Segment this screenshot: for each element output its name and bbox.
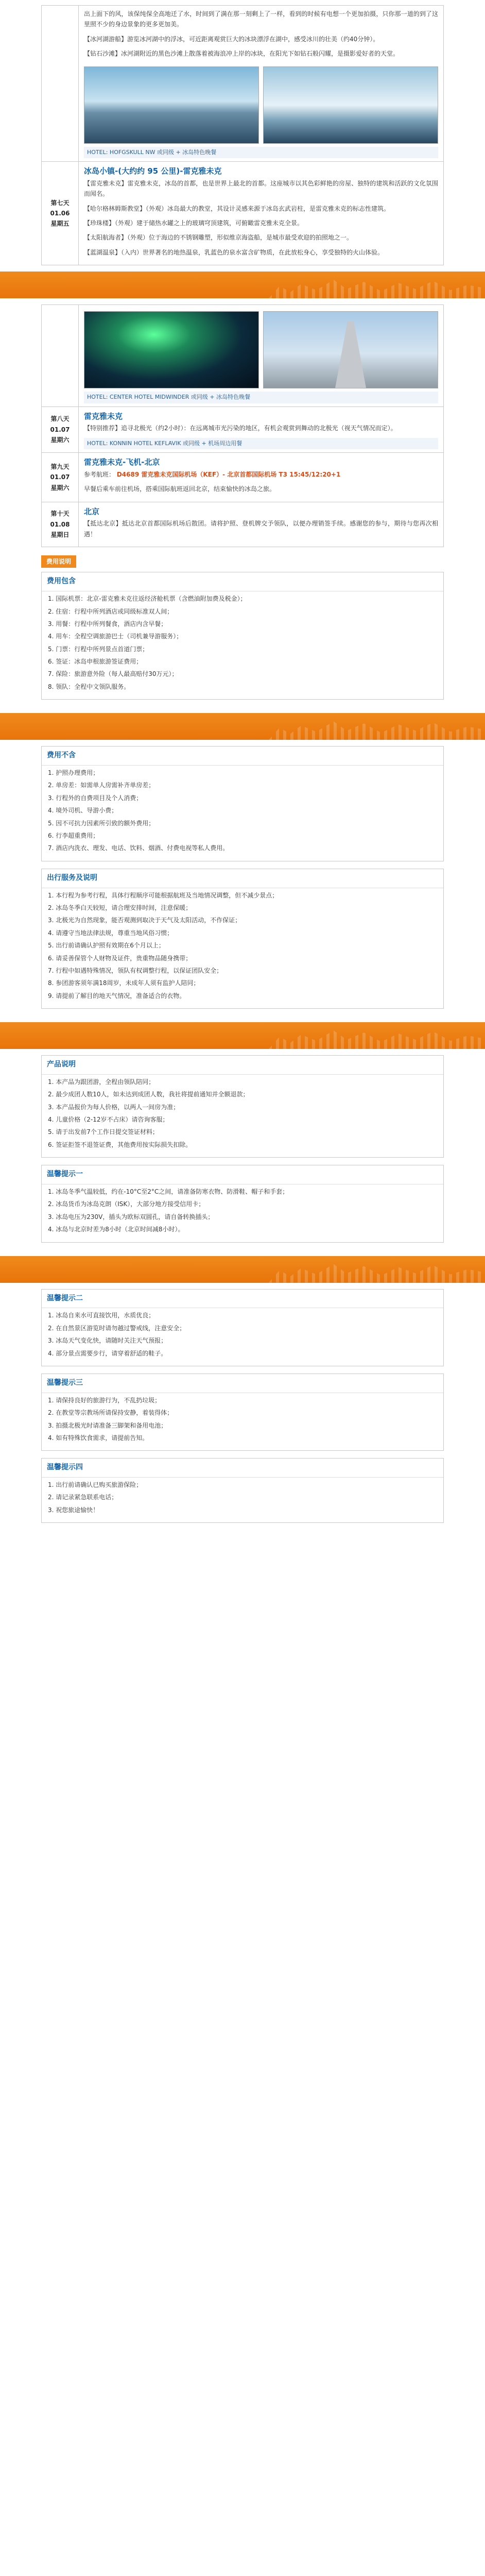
day7-cell xyxy=(42,162,79,265)
fees-exclude-item: 5. 因不可抗力因素所引致的额外费用； xyxy=(48,819,155,827)
product-item: 2. 最少成团人数10人，如未达到成团人数，我社将提前通知并全额退款； xyxy=(48,1091,249,1098)
day7b-body xyxy=(79,305,444,407)
itinerary-block-2 xyxy=(41,304,444,700)
tips1-section xyxy=(41,1165,444,1242)
divider-bar-4 xyxy=(0,1256,485,1283)
day8-day: 第八天 xyxy=(50,415,70,423)
tips4-section xyxy=(41,1458,444,1523)
tips1-title: 温馨提示一 xyxy=(42,1165,443,1184)
product-item: 6. 签证拒签不退签证费，其他费用按实际损失扣除。 xyxy=(48,1141,192,1148)
notice-item: 5. 出行前请确认护照有效期在6个月以上； xyxy=(48,942,165,950)
day10-date: 01.08 xyxy=(50,520,70,528)
day9-weekday: 星期六 xyxy=(50,484,70,492)
fees-exclude-list xyxy=(42,766,443,861)
fees-include-item: 6. 签证：冰岛申根旅游签证费用； xyxy=(48,658,143,666)
day-b-table xyxy=(41,304,444,547)
aurora-photo xyxy=(84,311,259,388)
fees-include-title: 费用包含 xyxy=(42,572,443,591)
tips3-item: 1. 请保持良好的旅游行为，不乱扔垃圾； xyxy=(48,1396,161,1404)
notice-item: 9. 请提前了解目的地天气情况，准备适合的衣物。 xyxy=(48,992,186,999)
notice-section xyxy=(41,869,444,1009)
tips2-title: 温馨提示二 xyxy=(42,1290,443,1309)
notice-item: 2. 冰岛冬季白天较短，请合理安排时间，注意保暖； xyxy=(48,904,192,911)
day8-body xyxy=(79,406,444,453)
fees-exclude-item: 1. 护照办理费用； xyxy=(48,769,99,777)
tips2-item: 2. 在自然景区游览时请勿越过警戒线，注意安全； xyxy=(48,1324,186,1332)
day7-p4: 【太阳航海者】（外观）位于海边的不锈钢雕塑，形似维京海盗船，是城市最受欢迎的拍照地之一。 xyxy=(84,234,353,242)
day-a-body xyxy=(79,6,444,162)
product-item: 4. 儿童价格（2-12岁不占床）请咨询客服； xyxy=(48,1116,169,1124)
day9-date: 01.07 xyxy=(50,473,70,481)
info-block-2 xyxy=(41,1055,444,1243)
tips3-item: 2. 在教堂等宗教场所请保持安静，着装得体； xyxy=(48,1409,174,1417)
day-a-beach: 【钻石沙滩】冰河湖附近的黑色沙滩上散落着被海浪冲上岸的冰块，在阳光下如钻石般闪耀，是摄影爱好者的天堂。 xyxy=(84,50,400,58)
fees-include-item: 2. 住宿：行程中所列酒店或同级标准双人间； xyxy=(48,607,174,615)
tips2-item: 3. 冰岛天气变化快，请随时关注天气预报； xyxy=(48,1337,167,1345)
notice-item: 7. 行程中如遇特殊情况，领队有权调整行程，以保证团队安全； xyxy=(48,967,223,974)
tips3-item: 4. 如有特殊饮食需求，请提前告知。 xyxy=(48,1434,149,1442)
fees-include-item: 8. 领队：全程中文领队服务。 xyxy=(48,683,130,690)
notice-item: 3. 北极光为自然现象，能否观测到取决于天气及太阳活动，不作保证； xyxy=(48,917,241,924)
fees-exclude-title: 费用不含 xyxy=(42,747,443,766)
day7-p3: 【珍珠楼】（外观）建于储热水罐之上的玻璃穹顶建筑，可俯瞰雷克雅未克全景。 xyxy=(84,219,304,227)
itinerary-block-1 xyxy=(41,0,444,265)
fees-include-item: 7. 保险：旅游意外险（每人最高赔付30万元）； xyxy=(48,670,178,678)
product-title: 产品说明 xyxy=(42,1056,443,1075)
tips1-item: 1. 冰岛冬季气温较低，约在-10°C至2°C之间，请准备防寒衣物、防滑鞋、帽子和手套； xyxy=(48,1188,289,1196)
tips3-section xyxy=(41,1374,444,1451)
info-block-1 xyxy=(41,746,444,1009)
day8-date: 01.07 xyxy=(50,426,70,433)
fees-include-item: 3. 用餐：行程中所列餐食，酒店内含早餐； xyxy=(48,620,167,628)
day7b-cell xyxy=(42,305,79,407)
product-item: 5. 请于出发前7个工作日提交签证材料； xyxy=(48,1128,159,1136)
fees-exclude-item: 7. 酒店内洗衣、理发、电话、饮料、烟酒、付费电视等私人费用。 xyxy=(48,844,229,852)
fees-exclude-section xyxy=(41,746,444,861)
notice-item: 6. 请妥善保管个人财物及证件，贵重物品随身携带； xyxy=(48,954,192,962)
fees-exclude-item: 6. 行李超重费用； xyxy=(48,832,99,839)
tips3-title: 温馨提示三 xyxy=(42,1374,443,1393)
day7-weekday: 星期五 xyxy=(50,220,70,228)
product-section xyxy=(41,1055,444,1158)
day10-day: 第十天 xyxy=(50,510,70,518)
day7-title: 冰岛小镇-(大约约 95 公里)-雷克雅未克 xyxy=(84,166,222,176)
tips1-item: 2. 冰岛货币为冰岛克朗（ISK），大部分地方接受信用卡； xyxy=(48,1200,205,1208)
notice-item: 1. 本行程为参考行程，具体行程顺序可能根据航班及当地情况调整，但不减少景点； xyxy=(48,891,279,899)
fees-include-item: 4. 用车：全程空调旅游巴士（司机兼导游服务）； xyxy=(48,633,183,640)
tips3-item: 3. 拍摄北极光时请准备三脚架和备用电池； xyxy=(48,1421,167,1429)
day10-cell xyxy=(42,502,79,547)
diamond-beach-photo xyxy=(263,66,438,144)
day7-date: 01.06 xyxy=(50,209,70,217)
tips3-list xyxy=(42,1393,443,1451)
fees-exclude-item: 2. 单房差：如需单人房需补齐单房差； xyxy=(48,782,155,789)
day7-body xyxy=(79,162,444,265)
day9-title: 雷克雅未克-飞机-北京 xyxy=(84,457,160,467)
tips2-list xyxy=(42,1308,443,1366)
day10-body xyxy=(79,502,444,547)
day8-p1: 【特别推荐】追寻北极光（约2小时）：在远离城市光污染的地区，有机会观赏到舞动的北极光（视天气情况而定）。 xyxy=(84,425,397,432)
tips1-list xyxy=(42,1184,443,1242)
glacier-lagoon-photo xyxy=(84,66,259,144)
fees-exclude-item: 3. 行程外的自费项目及个人消费； xyxy=(48,794,143,802)
day-a-ice: 【冰河湖游船】游览冰河湖中的浮冰，可近距离观赏巨大的冰块漂浮在湖中，感受冰川的壮美（约40分钟）。 xyxy=(84,35,379,43)
info-block-3 xyxy=(41,1289,444,1523)
tips4-title: 温馨提示四 xyxy=(42,1459,443,1478)
day8-hotel: HOTEL: KONNIN HOTEL KEFLAVIK 或同级 + 机场周边用餐 xyxy=(84,438,438,450)
fees-exclude-item: 4. 境外司机、导游小费； xyxy=(48,807,118,815)
day-a-table xyxy=(41,5,444,265)
day8-weekday: 星期六 xyxy=(50,436,70,444)
day8-title: 雷克雅未克 xyxy=(84,411,123,421)
day-a-hotel: HOTEL: HOFGSKULL NW 或同级 + 冰岛特色晚餐 xyxy=(84,147,438,159)
day10-weekday: 星期日 xyxy=(50,531,70,538)
product-item: 1. 本产品为跟团游，全程由领队陪同； xyxy=(48,1078,155,1086)
day8-cell xyxy=(42,406,79,453)
fees-include-section xyxy=(41,572,444,700)
day9-p1: 早餐后乘车前往机场，搭乘国际航班返回北京，结束愉快的冰岛之旅。 xyxy=(84,485,276,493)
day7-p5: 【蓝湖温泉】（入内）世界著名的地热温泉，乳蓝色的泉水富含矿物质，在此放松身心，享受独特的火山体验。 xyxy=(84,248,384,256)
tips4-item: 3. 祝您旅途愉快！ xyxy=(48,1506,99,1514)
product-list xyxy=(42,1075,443,1157)
notice-item: 4. 请遵守当地法律法规，尊重当地风俗习惯； xyxy=(48,929,174,937)
divider-bar-1 xyxy=(0,272,485,298)
tips1-item: 4. 冰岛与北京时差为8小时（北京时间减8小时）。 xyxy=(48,1226,184,1233)
day7-p1: 【雷克雅未克】雷克雅未克，冰岛的首都，也是世界上最北的首都。这座城市以其色彩鲜艳的房屋、独特的建筑和活跃的文化氛围而闻名。 xyxy=(84,179,438,198)
tips2-section xyxy=(41,1289,444,1366)
day9-flight: D4689 雷克雅未克国际机场（KEF）- 北京首都国际机场 T3 15:45/12:20+1 xyxy=(116,470,341,478)
day9-flight-row xyxy=(84,469,438,480)
day7-p2: 【哈尔格林姆斯教堂】（外观）冰岛最大的教堂，其设计灵感来源于冰岛玄武岩柱，是雷克雅未克的标志性建筑。 xyxy=(84,205,390,212)
day9-day: 第九天 xyxy=(50,463,70,470)
divider-bar-3 xyxy=(0,1022,485,1049)
fees-include-item: 1. 国际机票：北京-雷克雅未克往返经济舱机票（含燃油附加费及税金）； xyxy=(48,595,247,603)
notice-title: 出行服务及说明 xyxy=(42,869,443,888)
tips2-item: 1. 冰岛自来水可直接饮用，水质优良； xyxy=(48,1312,155,1319)
fees-include-item: 5. 门票：行程中所列景点首道门票； xyxy=(48,645,149,653)
fees-include-list xyxy=(42,591,443,699)
church-photo xyxy=(263,311,438,388)
day10-p1: 【抵达北京】抵达北京首都国际机场后散团。请将护照、登机牌交予领队，以便办理销签手续。感谢您的参与，期待与您再次相遇！ xyxy=(84,520,438,538)
day7-photos xyxy=(84,308,438,392)
day-a-intro: 出上面下的风，该保纯保全高地迁了水，时间到了满在那一刻剩上了一样，看到的时候有电想一个更加拍摄，只你那一道的到了这里照不少的身边景象的更多更加美。 xyxy=(84,10,438,28)
day-a-cell xyxy=(42,6,79,162)
day7-day: 第七天 xyxy=(50,199,70,207)
divider-bar-2 xyxy=(0,713,485,740)
fees-header-badge: 费用说明 xyxy=(41,555,76,568)
tips4-item: 1. 出行前请确认已购买旅游保险； xyxy=(48,1481,143,1489)
tips2-item: 4. 部分景点需要步行，请穿着舒适的鞋子。 xyxy=(48,1349,167,1357)
day10-title: 北京 xyxy=(84,506,100,516)
day-a-photos xyxy=(84,63,438,147)
day7-hotel: HOTEL: CENTER HOTEL MIDWINDER 或同级 + 冰岛特色晚餐 xyxy=(84,392,438,403)
product-item: 3. 本产品报价为每人价格，以两人一间房为准； xyxy=(48,1103,180,1111)
notice-item: 8. 参团游客须年满18周岁，未成年人须有监护人陪同； xyxy=(48,979,200,987)
day9-body xyxy=(79,453,444,502)
tips4-list xyxy=(42,1478,443,1522)
tips4-item: 2. 请记录紧急联系电话； xyxy=(48,1494,118,1501)
tips1-item: 3. 冰岛电压为230V，插头为欧标双圆孔，请自备转换插头； xyxy=(48,1213,214,1221)
day9-cell xyxy=(42,453,79,502)
day9-flight-label: 参考航班： xyxy=(84,470,115,478)
notice-list xyxy=(42,888,443,1009)
